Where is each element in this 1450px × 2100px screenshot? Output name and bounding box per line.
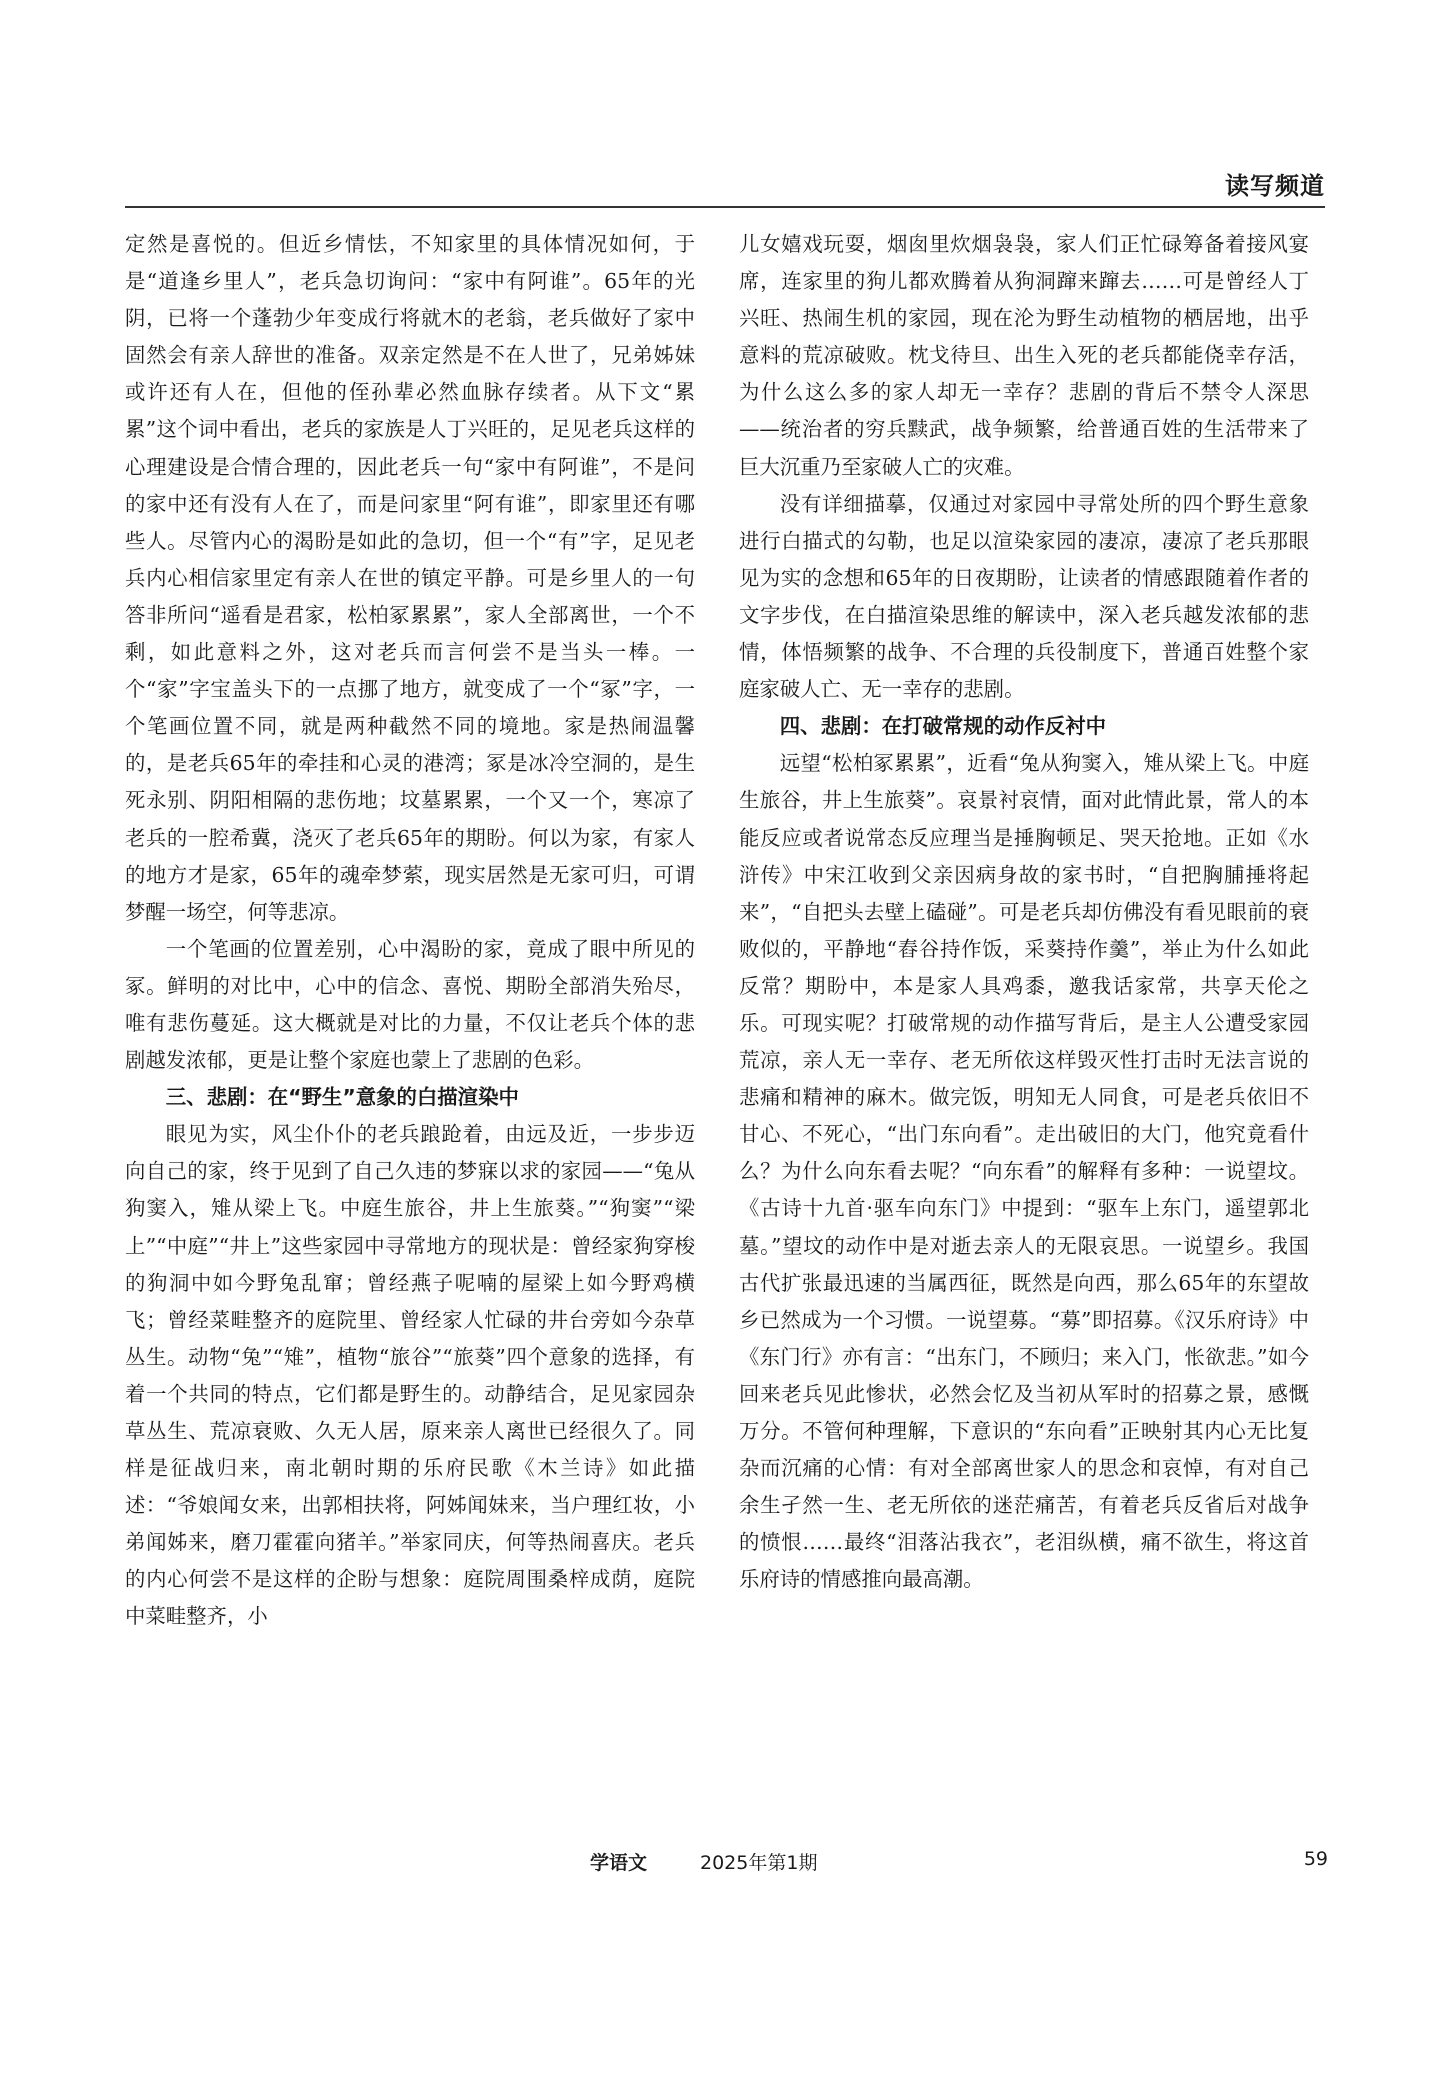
section-heading: 三、悲剧：在“野生”意象的白描渲染中 — [165, 1085, 519, 1110]
issue-info: 2025年第1期 — [700, 1852, 818, 1874]
right-column — [739, 226, 1309, 1598]
page-footer — [0, 1848, 1450, 1878]
section-title: 读写频道 — [1225, 172, 1325, 200]
paragraph: 眼见为实，风尘仆仆的老兵踉跄着，由远及近，一步步迈向自己的家，终于见到了自己久违的梦寐以求的家园——“兔从狗窦入，雉从梁上飞。中庭生旅谷，井上生旅葵。”“狗窦”“梁上”“中庭”“井上”这些家园中寻常地方的现状是：曾经家狗穿梭的狗洞中如今野兔乱窜；曾经燕子呢喃的屋梁上如今野鸡横飞；曾经菜畦整齐的庭院里、曾经家人忙碌的井台旁如今杂草丛生。动物“兔”“雉”，植物“旅谷”“旅葵”四个意象的选择，有着一个共同的特点，它们都是野生的。动静结合，足见家园杂草丛生、荒凉衰败、久无人居，原来亲人离世已经很久了。同样是征战归来，南北朝时期的乐府民歌《木兰诗》如此描述：“爷娘闻女来，出郭相扶将，阿姊闻妹来，当户理红妆，小弟闻姊来，磨刀霍霍向猪羊。”举家同庆，何等热闹喜庆。老兵的内心何尝不是这样的企盼与想象：庭院周围桑梓成荫，庭院中菜畦整齐，小 — [125, 1122, 695, 1629]
left-column — [125, 226, 695, 1636]
paragraph: 远望“松柏冢累累”，近看“兔从狗窦入，雉从梁上飞。中庭生旅谷，井上生旅葵”。哀景衬哀情，面对此情此景，常人的本能反应或者说常态反应理当是捶胸顿足、哭天抢地。正如《水浒传》中宋江收到父亲因病身故的家书时，“自把胸脯捶将起来”，“自把头去壁上磕碰”。可是老兵却仿佛没有看见眼前的衰败似的，平静地“舂谷持作饭，采葵持作羹”，举止为什么如此反常？期盼中，本是家人具鸡黍，邀我话家常，共享天伦之乐。可现实呢？打破常规的动作描写背后，是主人公遭受家园荒凉，亲人无一幸存、老无所依这样毁灭性打击时无法言说的悲痛和精神的麻木。做完饭，明知无人同食，可是老兵依旧不甘心、不死心，“出门东向看”。走出破旧的大门，他究竟看什么？为什么向东看去呢？“向东看”的解释有多种：一说望坟。《古诗十九首·驱车向东门》中提到：“驱车上东门，遥望郭北墓。”望坟的动作中是对逝去亲人的无限哀思。一说望乡。我国古代扩张最迅速的当属西征，既然是向西，那么65年的东望故乡已然成为一个习惯。一说望募。“募”即招募。《汉乐府诗》中《东门行》亦有言：“出东门，不顾归；来入门，怅欲悲。”如今回来老兵见此惨状，必然会忆及当初从军时的招募之景，感慨万分。不管何种理解，下意识的“东向看”正映射其内心无比复杂而沉痛的心情：有对全部离世家人的思念和哀悼，有对自己余生孑然一生、老无所依的迷茫痛苦，有着老兵反省后对战争的愤恨……最终“泪落沾我衣”，老泪纵横，痛不欲生，将这首乐府诗的情感推向最高潮。 — [739, 751, 1309, 1592]
paragraph: 没有详细描摹，仅通过对家园中寻常处所的四个野生意象进行白描式的勾勒，也足以渲染家园的凄凉，凄凉了老兵那眼见为实的念想和65年的日夜期盼，让读者的情感跟随着作者的文字步伐，在白描渲染思维的解读中，深入老兵越发浓郁的悲情，体悟频繁的战争、不合理的兵役制度下，普通百姓整个家庭家破人亡、无一幸存的悲剧。 — [739, 491, 1309, 702]
page-number: 59 — [1303, 1848, 1328, 1870]
journal-name: 学语文 — [590, 1852, 648, 1874]
paragraph: 定然是喜悦的。但近乡情怯，不知家里的具体情况如何，于是“道逢乡里人”，老兵急切询问：“家中有阿谁”。65年的光阴，已将一个蓬勃少年变成行将就木的老翁，老兵做好了家中固然会有亲人辞世的准备。双亲定然是不在人世了，兄弟姊妹或许还有人在，但他的侄孙辈必然血脉存续者。从下文“累累”这个词中看出，老兵的家族是人丁兴旺的，足见老兵这样的心理建设是合情合理的，因此老兵一句“家中有阿谁”，不是问的家中还有没有人在了，而是问家里“阿有谁”，即家里还有哪些人。尽管内心的渴盼是如此的急切，但一个“有”字，足见老兵内心相信家里定有亲人在世的镇定平静。可是乡里人的一句答非所问“遥看是君家，松柏冢累累”，家人全部离世，一个不剩，如此意料之外，这对老兵而言何尝不是当头一棒。一个“家”字宝盖头下的一点挪了地方，就变成了一个“冢”字，一个笔画位置不同，就是两种截然不同的境地。家是热闹温馨的，是老兵65年的牵挂和心灵的港湾；冢是冰冷空洞的，是生死永别、阴阳相隔的悲伤地；坟墓累累，一个又一个，寒凉了老兵的一腔希冀，浇灭了老兵65年的期盼。何以为家，有家人的地方才是家，65年的魂牵梦萦，现实居然是无家可归，可谓梦醒一场空，何等悲凉。 — [125, 232, 695, 924]
section-heading: 四、悲剧：在打破常规的动作反衬中 — [779, 714, 1107, 739]
paragraph: 儿女嬉戏玩耍，烟囱里炊烟袅袅，家人们正忙碌筹备着接风宴席，连家里的狗儿都欢腾着从狗洞蹿来蹿去……可是曾经人丁兴旺、热闹生机的家园，现在沦为野生动植物的栖居地，出乎意料的荒凉破败。枕戈待旦、出生入死的老兵都能侥幸存活，为什么这么多的家人却无一幸存？悲剧的背后不禁令人深思——统治者的穷兵黩武，战争频繁，给普通百姓的生活带来了巨大沉重乃至家破人亡的灾难。 — [739, 232, 1309, 479]
header-rule — [125, 206, 1325, 208]
paragraph: 一个笔画的位置差别，心中渴盼的家，竟成了眼中所见的冢。鲜明的对比中，心中的信念、喜悦、期盼全部消失殆尽，唯有悲伤蔓延。这大概就是对比的力量，不仅让老兵个体的悲剧越发浓郁，更是让整个家庭也蒙上了悲剧的色彩。 — [125, 936, 695, 1073]
